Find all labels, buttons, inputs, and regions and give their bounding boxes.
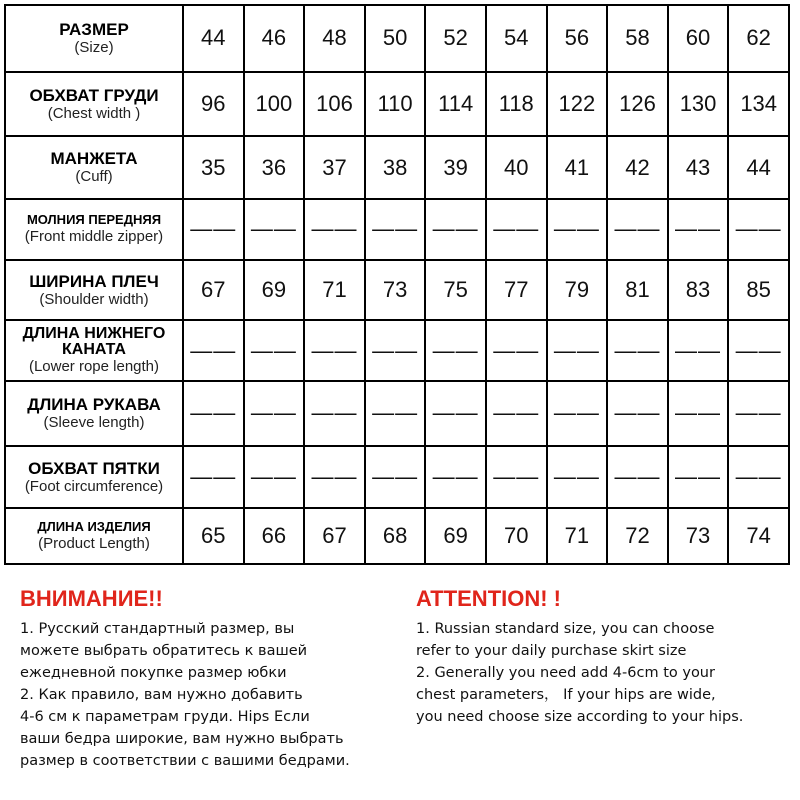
cell-value: 74 <box>746 523 771 549</box>
table-cell <box>425 72 486 137</box>
cell-value: 85 <box>746 277 771 303</box>
table-row <box>5 72 789 137</box>
table-cell <box>607 446 668 509</box>
row-header <box>5 199 183 260</box>
table-cell <box>425 446 486 509</box>
note-line: можете выбрать обратитесь к вашей <box>20 643 308 659</box>
table-cell <box>607 72 668 137</box>
cell-value: 41 <box>564 154 590 180</box>
cell-value: 37 <box>322 154 347 180</box>
cell-value: —— <box>250 464 297 489</box>
table-cell <box>547 5 608 72</box>
table-row <box>5 446 789 509</box>
cell-value: —— <box>614 400 661 426</box>
cell-value: —— <box>553 464 600 489</box>
note-line: you need choose size according to your hips. <box>416 709 744 725</box>
cell-value: 39 <box>443 154 468 180</box>
cell-value: 100 <box>255 91 293 117</box>
cell-value: 73 <box>685 523 711 549</box>
cell-value: 54 <box>504 25 529 51</box>
table-cell <box>425 5 486 72</box>
cell-value: 130 <box>679 91 717 117</box>
cell-value: —— <box>311 337 358 363</box>
table-cell <box>547 508 608 564</box>
table-row <box>5 136 789 199</box>
table-row <box>5 508 789 564</box>
table-cell <box>668 446 729 509</box>
cell-value: 36 <box>261 154 287 180</box>
cell-value: 73 <box>382 277 408 303</box>
table-cell <box>668 136 729 199</box>
cell-value: 67 <box>322 523 347 549</box>
row-label-ru: ОБХВАТ ПЯТКИ <box>28 458 160 478</box>
cell-value: —— <box>190 337 237 363</box>
cell-value: 122 <box>558 91 596 117</box>
row-label-ru: РАЗМЕР <box>59 19 129 39</box>
cell-value: —— <box>311 400 358 426</box>
table-cell <box>244 320 305 381</box>
cell-value: 50 <box>382 25 408 51</box>
cell-value: —— <box>190 464 237 489</box>
table-cell <box>183 508 244 564</box>
table-cell <box>728 199 789 260</box>
cell-value: 42 <box>625 154 650 180</box>
row-header <box>5 5 183 72</box>
table-cell <box>728 260 789 321</box>
cell-value: 56 <box>564 25 590 51</box>
table-cell <box>244 199 305 260</box>
row-header <box>5 72 183 137</box>
table-cell <box>547 72 608 137</box>
table-cell <box>365 320 426 381</box>
cell-value: —— <box>432 337 479 363</box>
table-cell <box>728 72 789 137</box>
cell-value: —— <box>675 337 722 363</box>
cell-value: —— <box>311 216 358 242</box>
table-cell <box>365 381 426 446</box>
table-cell <box>728 136 789 199</box>
row-label-ru: МОЛНИЯ ПЕРЕДНЯЯ <box>26 212 162 228</box>
cell-value: 44 <box>201 25 226 51</box>
row-label-ru: ДЛИНА ИЗДЕЛИЯ <box>37 519 151 535</box>
table-cell <box>304 381 365 446</box>
table-cell <box>304 260 365 321</box>
cell-value: —— <box>735 337 782 363</box>
table-row <box>5 199 789 260</box>
table-cell <box>486 5 547 72</box>
cell-value: 110 <box>377 91 413 117</box>
cell-value: 79 <box>564 277 590 303</box>
cell-value: 48 <box>322 25 347 51</box>
row-label-en: (Foot circumference) <box>24 477 164 495</box>
table-row <box>5 5 789 72</box>
table-cell <box>183 199 244 260</box>
table-cell <box>365 5 426 72</box>
table-cell <box>304 136 365 199</box>
cell-value: 35 <box>201 154 226 180</box>
cell-value: —— <box>553 337 600 363</box>
table-cell <box>607 320 668 381</box>
table-cell <box>183 136 244 199</box>
row-label-en: (Size) <box>74 38 114 56</box>
row-header <box>5 446 183 509</box>
cell-value: 46 <box>261 25 287 51</box>
note-line: 2. Generally you need add 4-6cm to your <box>416 665 715 681</box>
table-cell <box>425 320 486 381</box>
notes-russian <box>20 586 405 772</box>
cell-value: 134 <box>740 91 778 117</box>
cell-value: —— <box>553 216 600 242</box>
row-label-en: (Shoulder width) <box>39 290 149 308</box>
cell-value: 71 <box>564 523 590 549</box>
table-cell <box>486 508 547 564</box>
cell-value: 72 <box>625 523 650 549</box>
table-cell <box>304 72 365 137</box>
note-line: 2. Как правило, вам нужно добавить <box>20 687 303 703</box>
row-label-en: (Sleeve length) <box>43 413 145 431</box>
table-cell <box>304 508 365 564</box>
cell-value: —— <box>432 400 479 426</box>
row-header <box>5 508 183 564</box>
note-line: ежедневной покупке размер юбки <box>20 665 287 681</box>
table-cell <box>304 320 365 381</box>
cell-value: 62 <box>746 25 771 51</box>
row-label-ru: МАНЖЕТА <box>50 149 138 169</box>
table-cell <box>668 320 729 381</box>
table-cell <box>486 320 547 381</box>
cell-value: 40 <box>504 154 529 180</box>
row-label-ru: ДЛИНА РУКАВА <box>27 394 161 414</box>
cell-value: —— <box>493 400 540 426</box>
row-header <box>5 260 183 321</box>
table-cell <box>486 446 547 509</box>
table-cell <box>365 199 426 260</box>
table-cell <box>244 508 305 564</box>
table-cell <box>607 199 668 260</box>
table-cell <box>728 5 789 72</box>
cell-value: —— <box>432 216 479 242</box>
table-cell <box>244 5 305 72</box>
row-label-en: (Product Length) <box>38 535 150 553</box>
cell-value: 71 <box>322 277 347 303</box>
cell-value: 77 <box>504 277 529 303</box>
cell-value: —— <box>553 400 600 426</box>
cell-value: —— <box>493 337 540 363</box>
table-cell <box>547 136 608 199</box>
table-cell <box>304 5 365 72</box>
attention-title-ru: ВНИМАНИЕ!! <box>20 586 163 611</box>
table-cell <box>183 72 244 137</box>
cell-value: —— <box>735 464 782 489</box>
cell-value: 106 <box>316 91 353 117</box>
cell-value: —— <box>614 216 661 242</box>
table-cell <box>547 260 608 321</box>
table-cell <box>304 446 365 509</box>
table-cell <box>183 320 244 381</box>
cell-value: 83 <box>685 277 711 303</box>
cell-value: —— <box>493 464 540 489</box>
table-cell <box>486 136 547 199</box>
cell-value: 65 <box>201 523 226 549</box>
table-cell <box>668 199 729 260</box>
table-row <box>5 381 789 446</box>
row-label-ru: ШИРИНА ПЛЕЧ <box>29 271 159 291</box>
notes-en-lines <box>416 618 796 728</box>
row-header <box>5 381 183 446</box>
cell-value: 96 <box>201 91 226 117</box>
table-cell <box>425 260 486 321</box>
table-cell <box>547 446 608 509</box>
size-chart-body <box>5 5 789 564</box>
table-cell <box>486 72 547 137</box>
table-cell <box>244 260 305 321</box>
table-cell <box>668 72 729 137</box>
table-cell <box>183 5 244 72</box>
table-cell <box>728 446 789 509</box>
cell-value: 75 <box>443 277 468 303</box>
table-cell <box>244 381 305 446</box>
cell-value: 126 <box>619 91 656 117</box>
table-cell <box>607 508 668 564</box>
table-cell <box>668 381 729 446</box>
table-cell <box>425 199 486 260</box>
table-cell <box>547 320 608 381</box>
cell-value: —— <box>675 216 722 242</box>
table-cell <box>244 136 305 199</box>
table-cell <box>183 381 244 446</box>
row-label-en: (Front middle zipper) <box>24 228 164 246</box>
cell-value: —— <box>250 216 297 242</box>
row-header <box>5 320 183 381</box>
cell-value: 60 <box>685 25 711 51</box>
row-label-ru: ДЛИНА НИЖНЕГО КАНАТА <box>22 324 166 358</box>
cell-value: —— <box>735 400 782 426</box>
cell-value: —— <box>250 337 297 363</box>
table-cell <box>365 508 426 564</box>
cell-value: —— <box>372 216 419 242</box>
table-cell <box>183 446 244 509</box>
cell-value: —— <box>675 464 722 489</box>
row-label-en: (Lower rope length) <box>28 357 160 375</box>
table-cell <box>668 508 729 564</box>
cell-value: —— <box>493 216 540 242</box>
table-cell <box>365 260 426 321</box>
size-chart-table <box>4 4 790 565</box>
table-row <box>5 320 789 381</box>
note-line: 4-6 см к параметрам груди. Hips Если <box>20 709 310 725</box>
row-label-en: (Chest width ) <box>47 104 141 122</box>
cell-value: 38 <box>382 154 408 180</box>
note-line: 1. Russian standard size, you can choose <box>416 621 715 637</box>
cell-value: —— <box>250 400 297 426</box>
cell-value: —— <box>735 216 782 242</box>
notes-ru-lines <box>20 618 405 772</box>
table-cell <box>607 136 668 199</box>
cell-value: —— <box>190 400 237 426</box>
table-cell <box>547 381 608 446</box>
table-cell <box>547 199 608 260</box>
table-cell <box>668 260 729 321</box>
table-cell <box>425 381 486 446</box>
cell-value: —— <box>372 464 419 489</box>
note-line: 1. Русский стандартный размер, вы <box>20 621 295 637</box>
cell-value: —— <box>372 337 419 363</box>
cell-value: 52 <box>443 25 468 51</box>
notes-english <box>416 586 796 728</box>
attention-title-en: ATTENTION! ! <box>416 586 562 611</box>
cell-value: —— <box>675 400 722 426</box>
note-line: ваши бедра широкие, вам нужно выбрать <box>20 731 344 747</box>
cell-value: —— <box>311 464 358 489</box>
cell-value: —— <box>614 464 661 489</box>
row-header <box>5 136 183 199</box>
table-cell <box>244 446 305 509</box>
cell-value: —— <box>190 216 237 242</box>
cell-value: 66 <box>261 523 287 549</box>
table-cell <box>425 136 486 199</box>
table-row <box>5 260 789 321</box>
cell-value: —— <box>372 400 419 426</box>
row-label-en: (Cuff) <box>75 168 113 186</box>
table-cell <box>365 72 426 137</box>
cell-value: 81 <box>625 277 650 303</box>
note-line: размер в соответствии с вашими бедрами. <box>20 753 350 769</box>
table-cell <box>425 508 486 564</box>
note-line: chest parameters， If your hips are wide, <box>416 687 716 703</box>
table-cell <box>486 199 547 260</box>
cell-value: 67 <box>201 277 226 303</box>
table-cell <box>728 320 789 381</box>
table-cell <box>365 446 426 509</box>
cell-value: 70 <box>504 523 529 549</box>
cell-value: 58 <box>625 25 650 51</box>
cell-value: 43 <box>685 154 711 180</box>
note-line: refer to your daily purchase skirt size <box>416 643 687 659</box>
table-cell <box>486 260 547 321</box>
table-cell <box>365 136 426 199</box>
table-cell <box>304 199 365 260</box>
cell-value: 69 <box>443 523 468 549</box>
table-cell <box>728 381 789 446</box>
row-label-ru: ОБХВАТ ГРУДИ <box>29 85 159 105</box>
table-cell <box>607 381 668 446</box>
cell-value: 68 <box>382 523 408 549</box>
table-cell <box>244 72 305 137</box>
cell-value: 44 <box>746 154 771 180</box>
cell-value: 118 <box>498 91 534 117</box>
cell-value: —— <box>432 464 479 489</box>
table-cell <box>486 381 547 446</box>
table-cell <box>183 260 244 321</box>
table-cell <box>607 5 668 72</box>
table-cell <box>607 260 668 321</box>
cell-value: 114 <box>438 91 474 117</box>
cell-value: 69 <box>261 277 287 303</box>
table-cell <box>728 508 789 564</box>
table-cell <box>668 5 729 72</box>
cell-value: —— <box>614 337 661 363</box>
